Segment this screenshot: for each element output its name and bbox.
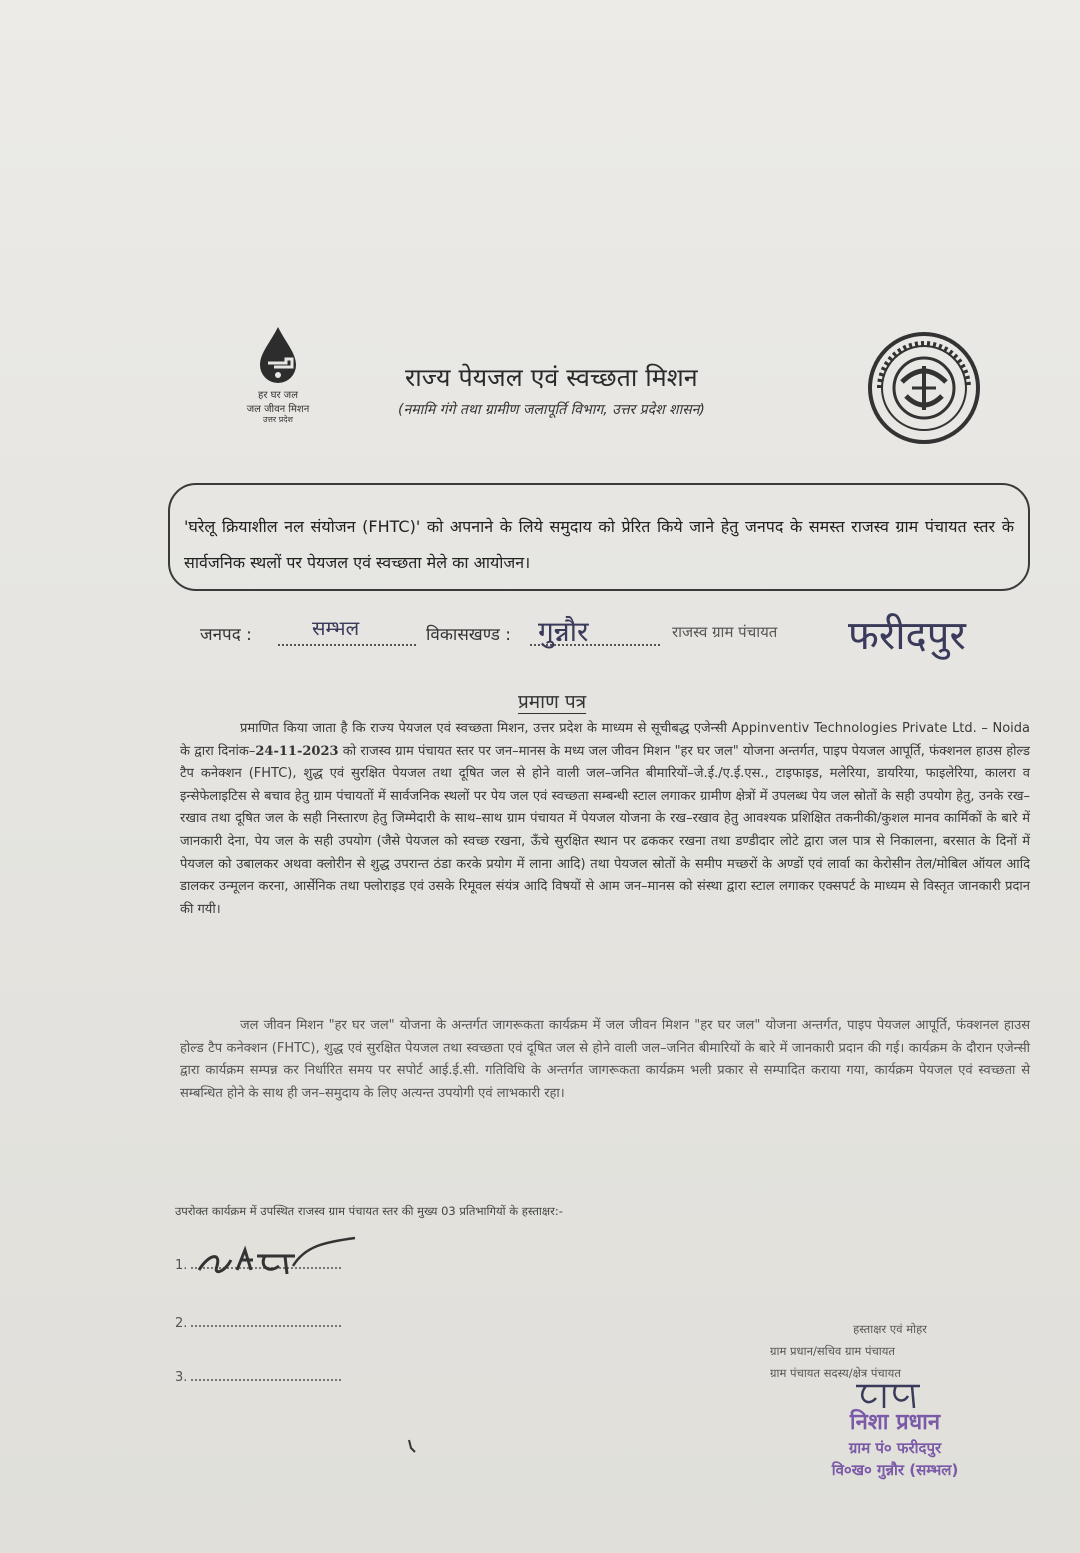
location-fields <box>200 612 1040 682</box>
program-date: 24-11-2023 <box>255 743 339 759</box>
para1-text-after-date: को राजस्व ग्राम पंचायत स्तर पर जन–मानस के मध्य जल जीवन मिशन "हर घर जल" योजना अन्तर्गत, पाइप पेयजल आपूर्ति, फंक्शनल हाउस होल्ड टैप कनेक्शन (FHTC), शुद्ध एवं सुरक्षित पेयजल तथा दूषित जल से होने वाली जल–जनित बीमारियों–जे.ई./ए.ई.एस., टाइफाइड, मलेरिया, डायरिया, फाइलेरिया, कालरा व इन्सेफेलाइटिस से बचाव हेतु ग्राम पंचायतों में सार्वजनिक स्थलों पर पेय जल एवं स्वच्छता सम्बन्धी स्टाल लगाकर ग्रामीण क्षेत्रों में उपलब्ध पेय जल स्रोतों के सही उपयोग हेतु, उनके रख–रखाव तथा दूषित जल के सही निस्तारण हेतु जिम्मेदारी के साथ–साथ ग्राम पंचायत में पेयजल योजना के रख–रखाव हेतु आवश्यक प्रशिक्षित तकनीकी/कुशल मानव कार्मिकों के बारे में जानकारी देना, पेय जल के सही उपयोग (जैसे पेयजल को स्वच्छ रखना, ऊँचे सुरक्षित स्थान पर ढककर रखना तथा डण्डीदार लोटे द्वारा जल पात्र से निकालना, बरसात के दिनों में पेयजल को उबालकर अथवा क्लोरीन से शुद्ध उपरान्त ठंडा करके प्रयोग में लाना आदि) तथा पेयजल स्रोतों के समीप मच्छरों के अण्डों एवं लार्वा का केरोसीन तेल/मोबिल ऑयल आदि डालकर उन्मूलन करना, आर्सेनिक तथा फ्लोराइड एवं उसके रिमूवल संयंत्र आदि विषयों से आम जन–मानस को संस्था द्वारा स्टाल लगाकर एक्सपर्ट के माध्यम से विस्तृत जानकारी प्रदान की गयी। <box>180 743 1030 917</box>
up-govt-emblem-icon <box>866 330 982 446</box>
participant-number-2: 2. <box>175 1316 188 1331</box>
participant-signature-2 <box>175 1316 341 1331</box>
attendance-note: उपरोक्त कार्यक्रम में उपस्थित राजस्व ग्राम पंचायत स्तर की मुख्य 03 प्रतिभागियों के हस्ताक्षर:- <box>175 1204 563 1218</box>
district-label: जनपद : <box>200 625 252 645</box>
stamp-village: ग्राम पं० फरीदपुर <box>848 1439 942 1457</box>
participant-signature-3 <box>175 1370 341 1385</box>
panchayat-value: फरीदपुर <box>848 613 966 659</box>
district-value: सम्भल <box>312 616 360 640</box>
signature-block <box>770 1318 1010 1384</box>
signature-line-3: ग्राम पंचायत सदस्य/क्षेत्र पंचायत <box>770 1366 901 1380</box>
participant-number-3: 3. <box>175 1370 188 1385</box>
water-drop-icon <box>256 325 300 385</box>
subject-box: 'घरेलू क्रियाशील नल संयोजन (FHTC)' को अपनाने के लिये समुदाय को प्रेरित किये जाने हेतु जनपद के समस्त राजस्व ग्राम पंचायत स्तर के सार्वजनिक स्थलों पर पेयजल एवं स्वच्छता मेले का आयोजन। <box>168 483 1030 591</box>
stamp-block: वि०ख० गुन्नौर (सम्भल) <box>831 1461 959 1479</box>
signature-line-1: हस्ताक्षर एवं मोहर <box>853 1322 927 1336</box>
certificate-paragraph-2: जल जीवन मिशन "हर घर जल" योजना के अन्तर्गत जागरूकता कार्यक्रम में जल जीवन मिशन "हर घर जल" योजना अन्तर्गत, पाइप पेयजल आपूर्ति, फंक्शनल हाउस होल्ड टैप कनेक्शन (FHTC), शुद्ध एवं सुरक्षित पेयजल तथा स्वच्छता एवं दूषित जल से होने वाली जल–जनित बीमारियों के बारे में जानकारी प्रदान की गई। कार्यक्रम के दौरान एजेन्सी द्वारा कार्यक्रम सम्पन्न कर निर्धारित समय पर सपोर्ट आई.ई.सी. गतिविधि के अन्तर्गत जागरूकता कार्यक्रम भली प्रकार से सम्पादित कराया गया, कार्यक्रम पेयजल एवं स्वच्छता से सम्बन्धित होने के साथ ही जन–समुदाय के लिए अत्यन्त उपयोगी एवं लाभकारी रहा। <box>180 1018 1030 1101</box>
participant-signature-1 <box>175 1258 341 1273</box>
logo-caption-1: हर घर जल <box>258 390 298 401</box>
block-label: विकासखण्ड : <box>426 625 512 645</box>
pen-mark-icon <box>405 1438 417 1454</box>
participant-number-1: 1. <box>175 1258 188 1273</box>
certificate-title: प्रमाण पत्र <box>518 691 587 713</box>
stamp-name: निशा प्रधान <box>849 1410 941 1435</box>
signature-line-2: ग्राम प्रधान/सचिव ग्राम पंचायत <box>770 1344 895 1358</box>
certificate-paragraph-1 <box>180 718 1030 921</box>
header-title: राज्य पेयजल एवं स्वच्छता मिशन <box>405 363 698 392</box>
logo-caption-2: जल जीवन मिशन <box>246 404 310 415</box>
logo-caption-3: उत्तर प्रदेश <box>263 415 293 424</box>
header-subtitle: (नमामि गंगे तथा ग्रामीण जलापूर्ति विभाग, उत्तर प्रदेश शासन) <box>398 402 705 418</box>
jal-jeevan-mission-logo <box>218 325 338 425</box>
pradhan-stamp <box>780 1406 1010 1480</box>
panchayat-label: राजस्व ग्राम पंचायत <box>672 623 778 641</box>
block-value: गुन्नौर <box>538 615 589 648</box>
para1-text-before-date: प्रमाणित किया जाता है कि राज्य पेयजल एवं स्वच्छता मिशन, उत्तर प्रदेश के माध्यम से सूचीबद्ध एजेन्सी Appinventiv Technologies Private Ltd. – Noida के द्वारा दिनांक– <box>180 721 1030 759</box>
handwritten-signature-1 <box>195 1236 365 1284</box>
